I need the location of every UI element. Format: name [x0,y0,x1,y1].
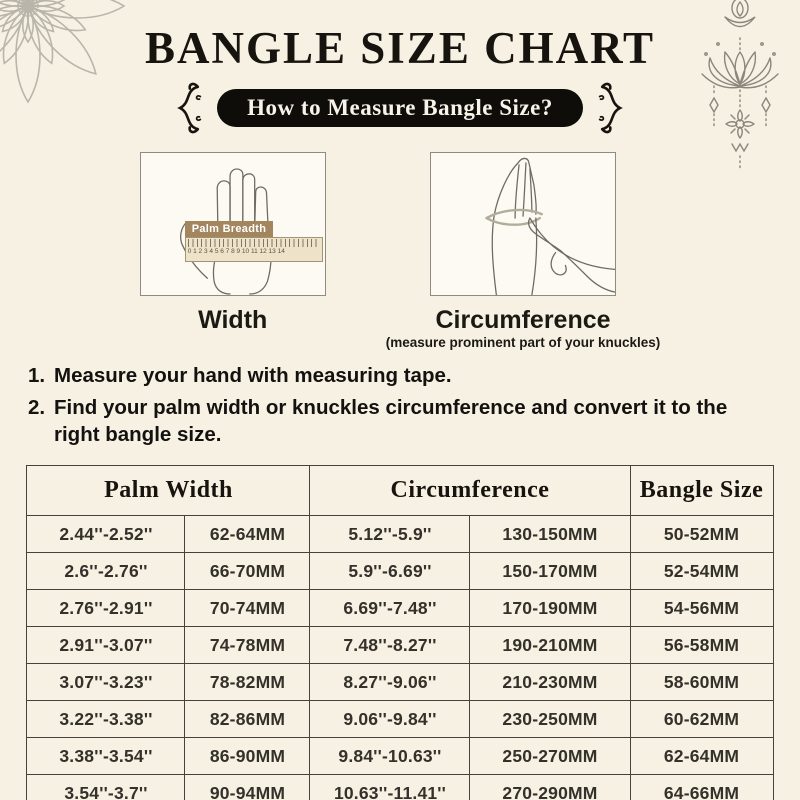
banner: How to Measure Bangle Size? [217,89,583,127]
lotus-ornament-icon [692,0,788,178]
bangle-size-table [26,465,773,800]
table-cell: 70-74MM [185,590,310,627]
header-bangle-size: Bangle Size [630,466,773,516]
table-cell: 86-90MM [185,738,310,775]
instruction-text: Measure your hand with measuring tape. [54,364,452,387]
flourish-left-icon [173,80,203,136]
table-cell: 62-64MM [185,516,310,553]
table-cell: 9.84''-10.63'' [310,738,470,775]
table-row [27,775,773,800]
table-cell: 82-86MM [185,701,310,738]
table-cell: 250-270MM [470,738,630,775]
table-cell: 230-250MM [470,701,630,738]
table-cell: 62-64MM [630,738,773,775]
table-row [27,516,773,553]
table-cell: 50-52MM [630,516,773,553]
circumference-subcaption: (measure prominent part of your knuckles) [385,335,661,350]
ruler-numbers: 0 1 2 3 4 5 6 7 8 9 10 11 12 13 14 [187,248,285,255]
ruler-bar [185,237,323,262]
table-row [27,664,773,701]
table-cell: 64-66MM [630,775,773,800]
table-cell: 60-62MM [630,701,773,738]
flourish-right-icon [597,80,627,136]
circumference-figure [386,152,661,350]
table-cell: 10.63''-11.41'' [310,775,470,800]
header-palm-width: Palm Width [27,466,310,516]
table-cell: 54-56MM [630,590,773,627]
table-cell: 190-210MM [470,627,630,664]
table-cell: 3.54''-3.7'' [27,775,185,800]
circumference-caption: Circumference [435,306,611,334]
table-cell: 130-150MM [470,516,630,553]
table-cell: 5.12''-5.9'' [310,516,470,553]
measure-figures [0,152,800,350]
table-cell: 5.9''-6.69'' [310,553,470,590]
table-cell: 3.22''-3.38'' [27,701,185,738]
width-illustration [140,152,326,296]
ruler-label-badge: Palm Breadth [185,221,274,237]
table-cell: 56-58MM [630,627,773,664]
page-title: BANGLE SIZE CHART [144,23,656,73]
table-cell: 2.44''-2.52'' [27,516,185,553]
table-cell: 270-290MM [470,775,630,800]
ruler-ticks [188,239,320,247]
table-cell: 74-78MM [185,627,310,664]
table-cell: 52-54MM [630,553,773,590]
mandala-flower-icon [0,0,138,116]
instruction-number: 1. [28,364,46,387]
table-header-row [27,466,773,516]
table-cell: 210-230MM [470,664,630,701]
table-cell: 58-60MM [630,664,773,701]
table-cell: 3.38''-3.54'' [27,738,185,775]
circumference-illustration [430,152,616,296]
table-cell: 66-70MM [185,553,310,590]
table-row [27,627,773,664]
table-row [27,590,773,627]
table-cell: 2.91''-3.07'' [27,627,185,664]
instruction-number: 2. [28,395,46,419]
width-figure [140,152,326,350]
table-cell: 9.06''-9.84'' [310,701,470,738]
header-circumference: Circumference [310,466,630,516]
table-cell: 2.6''-2.76'' [27,553,185,590]
table-cell: 170-190MM [470,590,630,627]
ruler [185,219,323,262]
table-cell: 7.48''-8.27'' [310,627,470,664]
table-cell: 8.27''-9.06'' [310,664,470,701]
instruction-text: Find your palm width or knuckles circumference and convert it to the right bangle size. [54,395,728,447]
table-cell: 3.07''-3.23'' [27,664,185,701]
table-row [27,738,773,775]
width-caption: Width [198,306,268,334]
table-cell: 6.69''-7.48'' [310,590,470,627]
instruction-item [28,362,800,390]
knuckle-measure-hands-icon [431,153,615,295]
table-cell: 90-94MM [185,775,310,800]
table-cell: 2.76''-2.91'' [27,590,185,627]
table-row [27,701,773,738]
table-row [27,553,773,590]
table-cell: 150-170MM [470,553,630,590]
instruction-item [28,394,800,449]
table-cell: 78-82MM [185,664,310,701]
instructions [28,362,800,449]
